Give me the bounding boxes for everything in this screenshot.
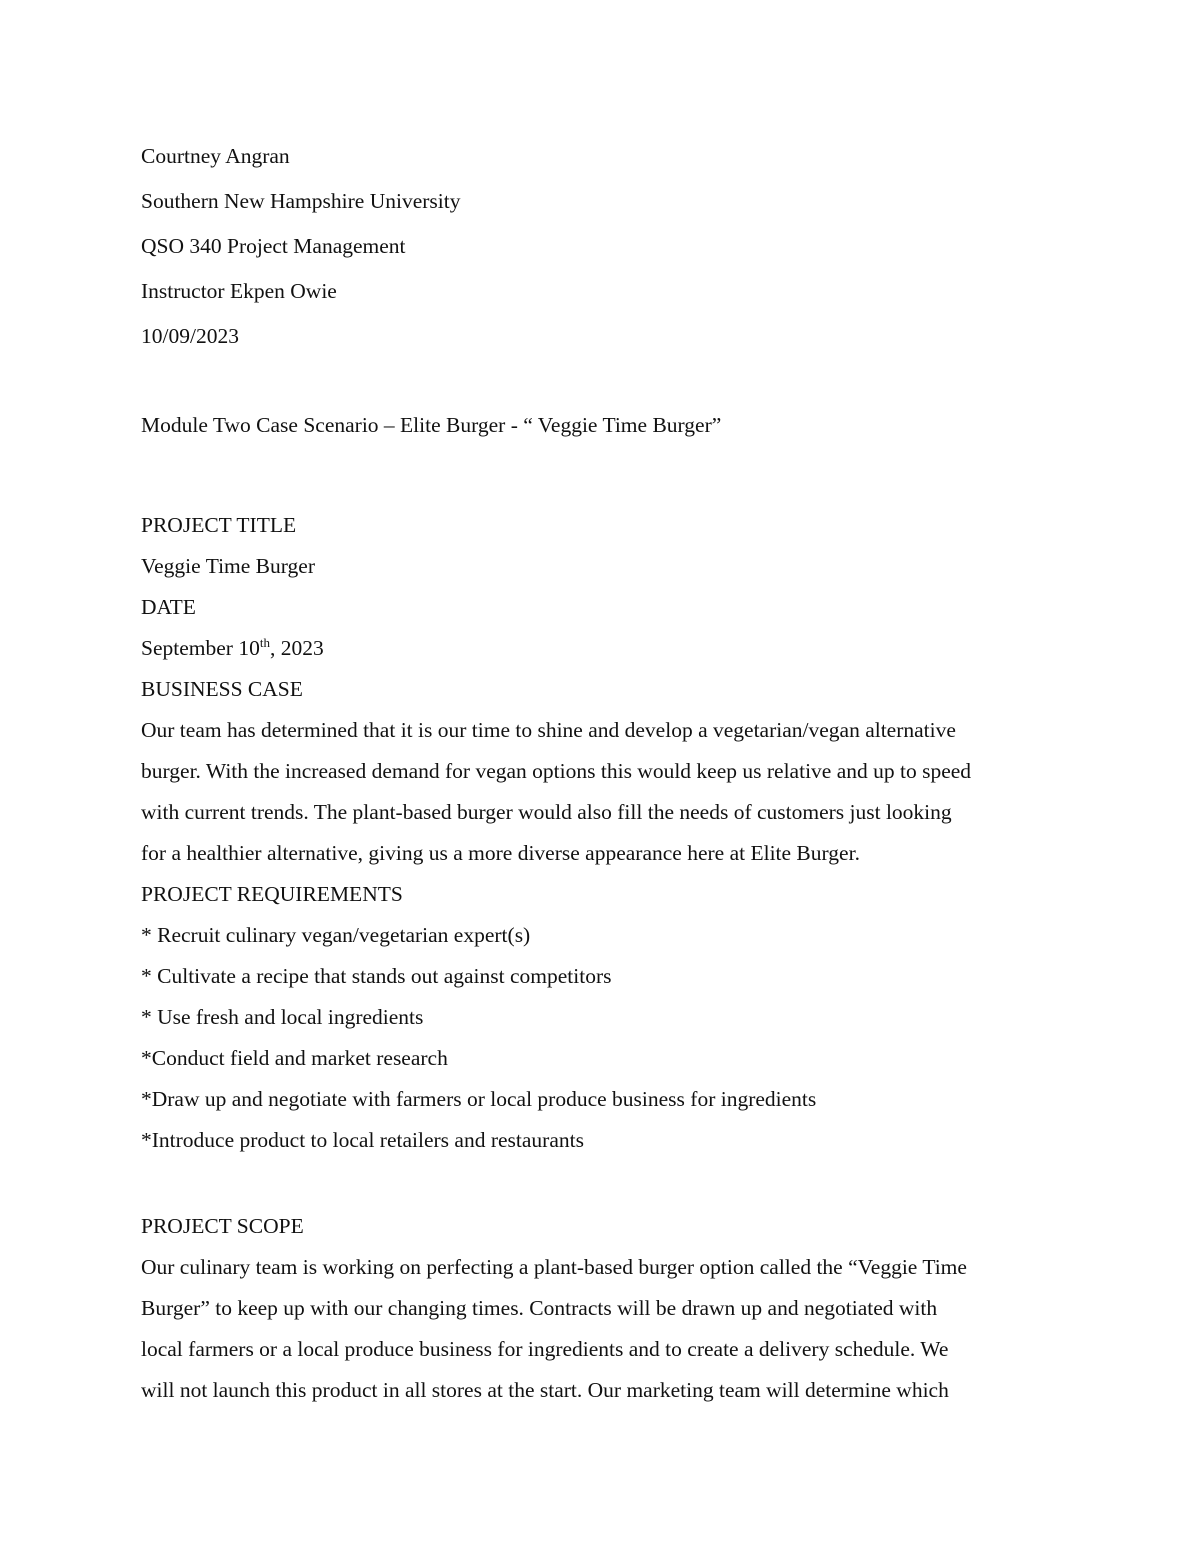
scope-line: Burger” to keep up with our changing times. Contracts will be drawn up and negotiated with (141, 1296, 938, 1320)
requirement-item: * Use fresh and local ingredients (141, 1005, 424, 1029)
requirements-heading: PROJECT REQUIREMENTS (141, 882, 403, 906)
submission-date: 10/09/2023 (141, 324, 239, 348)
header-block (141, 134, 1081, 359)
scope-block (141, 1206, 1081, 1411)
business-case-line: with current trends. The plant-based burger would also fill the needs of customers just looking (141, 800, 952, 824)
scope-heading: PROJECT SCOPE (141, 1214, 304, 1238)
date-heading: DATE (141, 595, 196, 619)
project-title-heading: PROJECT TITLE (141, 513, 297, 537)
date-value (141, 628, 1081, 669)
body-block (141, 505, 1081, 1161)
requirement-item: *Conduct field and market research (141, 1046, 448, 1070)
scope-line: Our culinary team is working on perfecting a plant-based burger option called the “Veggie Time (141, 1255, 967, 1279)
instructor-name: Instructor Ekpen Owie (141, 279, 337, 303)
date-value-suffix: th (259, 635, 270, 650)
date-value-tail: , 2023 (269, 636, 324, 660)
date-value-main: September 10 (141, 636, 260, 660)
business-case-line: burger. With the increased demand for vegan options this would keep us relative and up to speed (141, 759, 972, 783)
school-name: Southern New Hampshire University (141, 189, 461, 213)
requirement-item: *Draw up and negotiate with farmers or local produce business for ingredients (141, 1087, 817, 1111)
requirement-item: *Introduce product to local retailers and restaurants (141, 1128, 584, 1152)
business-case-line: Our team has determined that it is our time to shine and develop a vegetarian/vegan alternative (141, 718, 956, 742)
requirement-item: * Cultivate a recipe that stands out against competitors (141, 964, 612, 988)
author-name: Courtney Angran (141, 144, 290, 168)
assignment-title: Module Two Case Scenario – Elite Burger - “ Veggie Time Burger” (141, 413, 722, 437)
course-name: QSO 340 Project Management (141, 234, 406, 258)
title-block (141, 403, 1081, 448)
requirement-item: * Recruit culinary vegan/vegetarian expert(s) (141, 923, 531, 947)
business-case-line: for a healthier alternative, giving us a more diverse appearance here at Elite Burger. (141, 841, 860, 865)
project-title-value: Veggie Time Burger (141, 554, 315, 578)
scope-line: will not launch this product in all stores at the start. Our marketing team will determine which (141, 1378, 949, 1402)
scope-line: local farmers or a local produce business for ingredients and to create a delivery schedule. We (141, 1337, 949, 1361)
business-case-heading: BUSINESS CASE (141, 677, 303, 701)
